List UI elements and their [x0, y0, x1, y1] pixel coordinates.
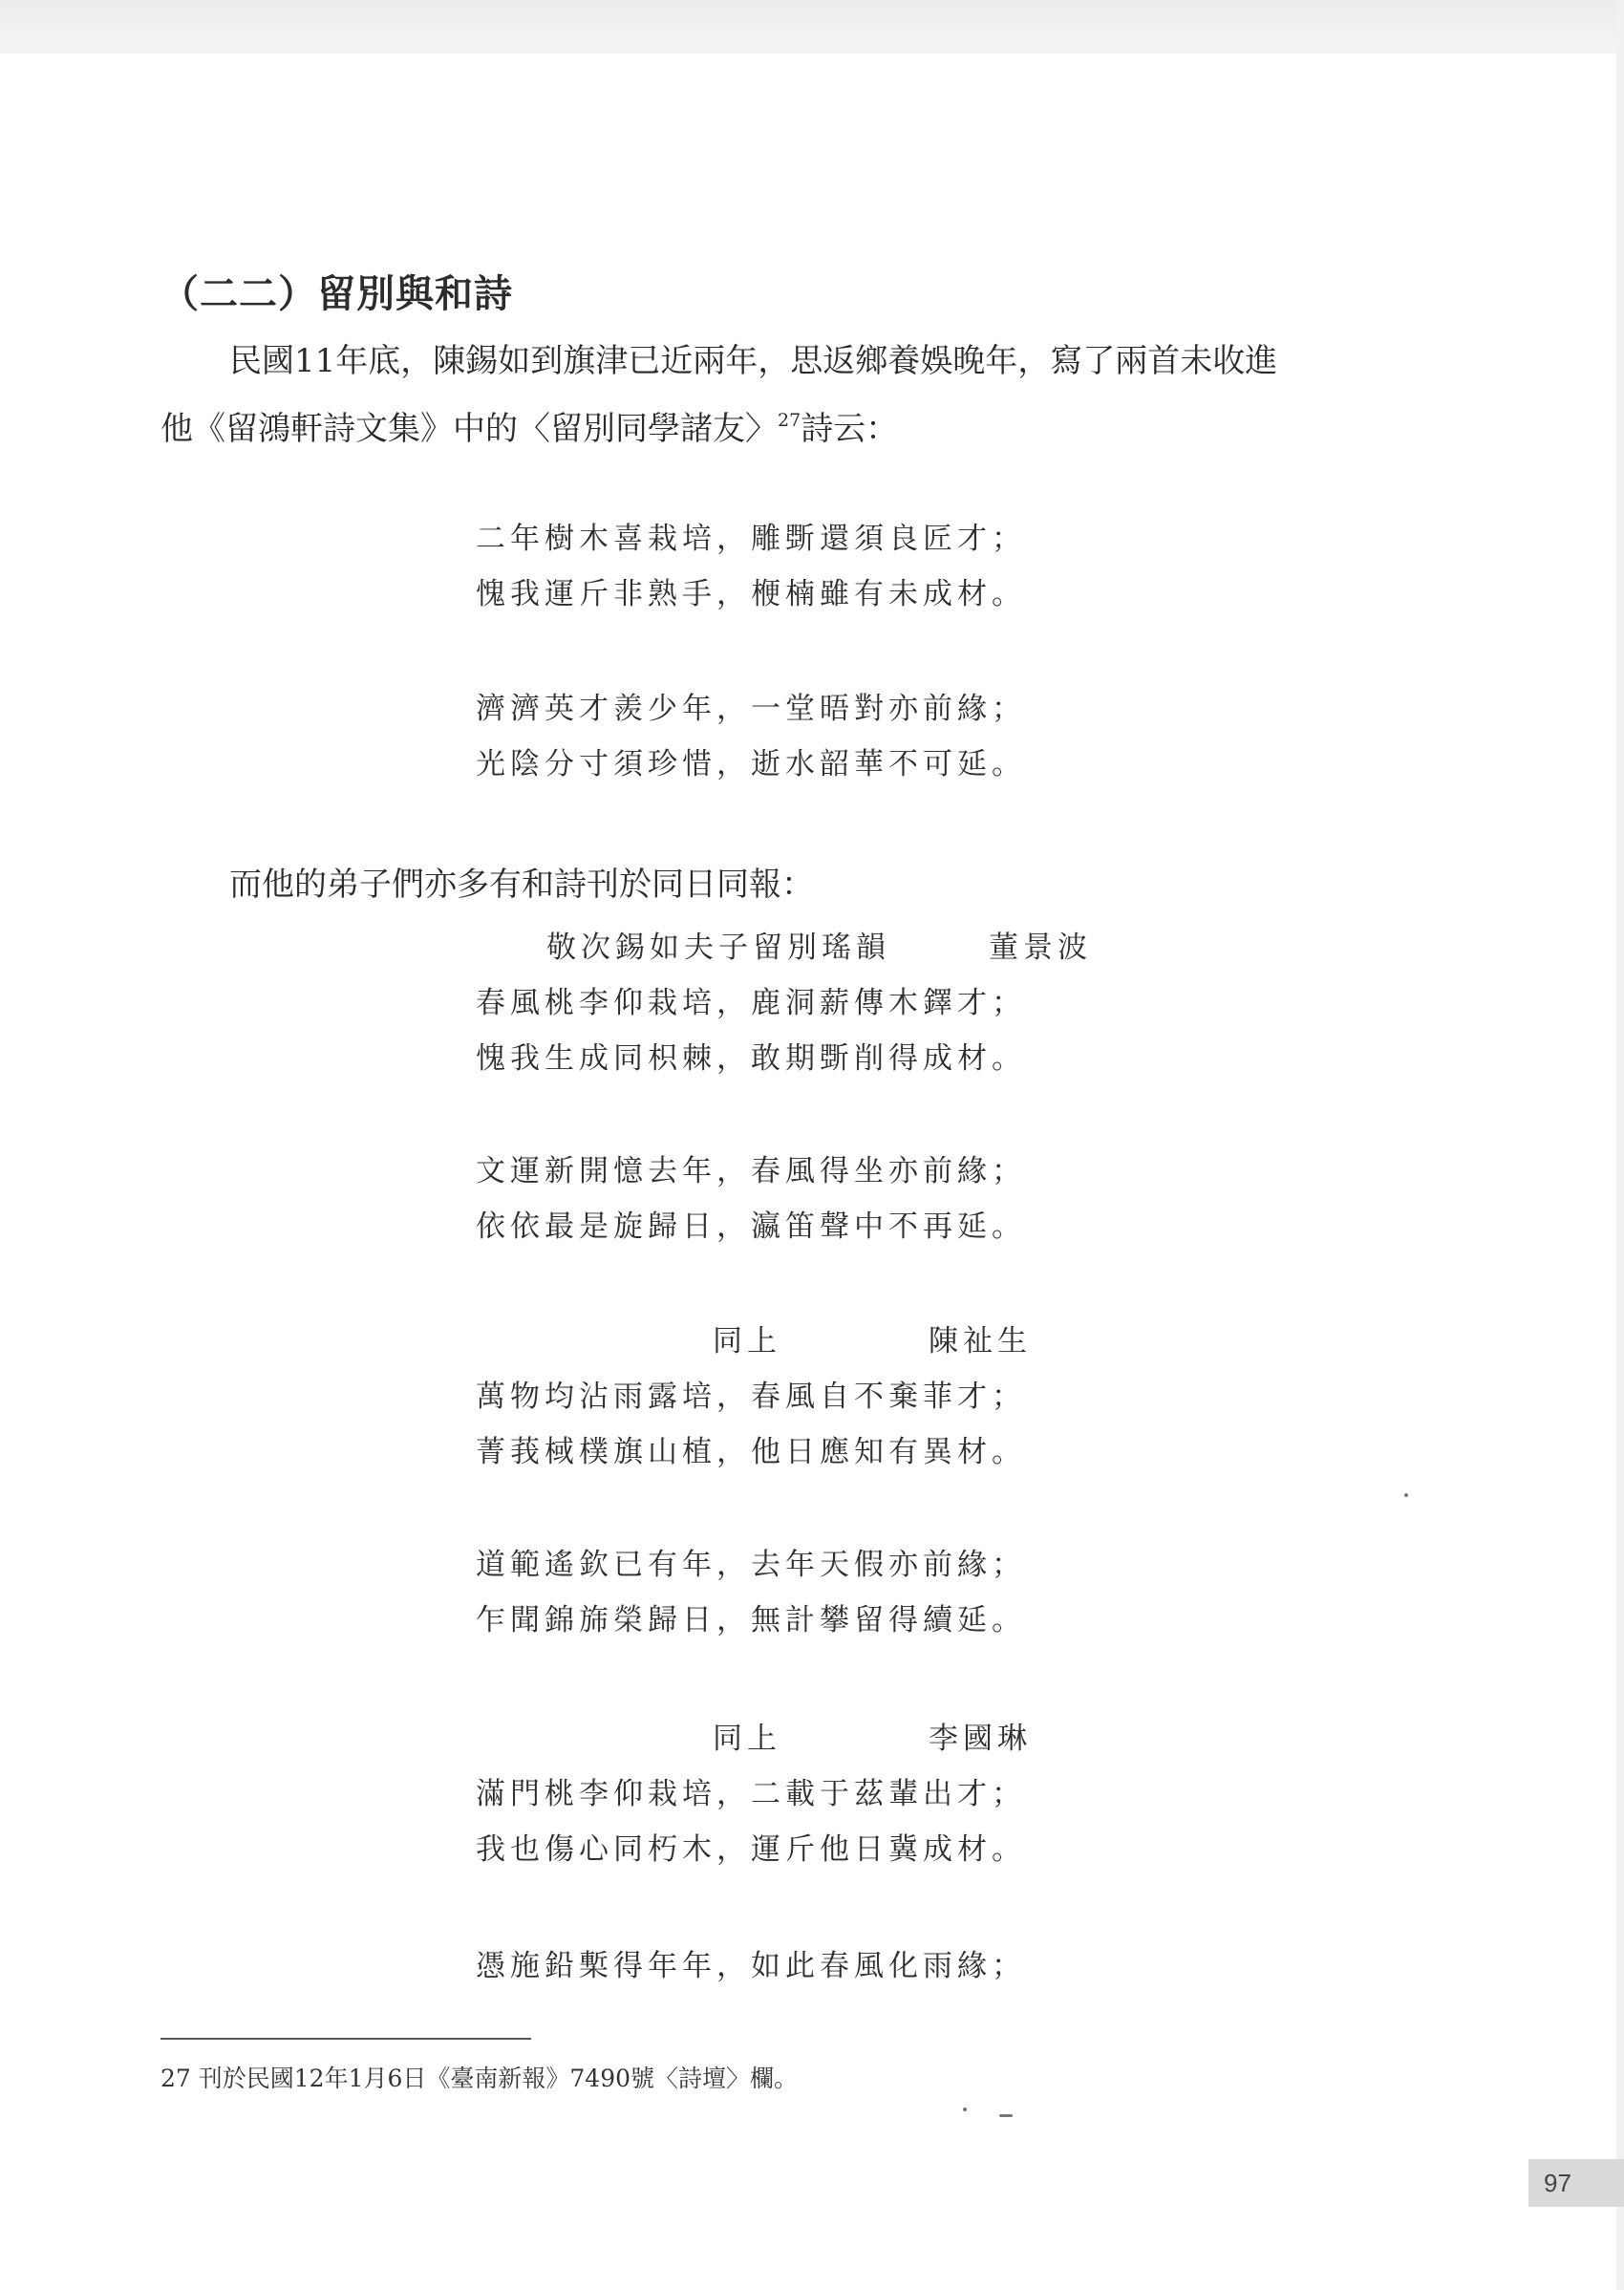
poem3-title: 同上 [713, 1324, 781, 1359]
footnote-divider [160, 2038, 531, 2040]
poem3-line-4: 乍聞錦旆榮歸日，無計攀留得續延。 [476, 1603, 1026, 1637]
intro-line-1: 民國11年底，陳錫如到旗津已近兩年，思返鄉養娛晚年，寫了兩首未收進 [229, 342, 1278, 380]
scan-top-shadow [0, 0, 1624, 54]
intro-line-2-text: 他《留鴻軒詩文集》中的〈留別同學諸友〉 [160, 410, 778, 448]
poem2-line-1: 春風桃李仰栽培，鹿洞薪傳木鐸才； [476, 986, 1026, 1020]
poem4-title: 同上 [713, 1722, 781, 1756]
poem3-author: 陳祉生 [929, 1324, 1032, 1359]
poem2-author: 董景波 [989, 931, 1092, 965]
poem4-line-2: 我也傷心同朽木，運斤他日冀成材。 [476, 1832, 1026, 1867]
poem4-line-1: 滿門桃李仰栽培，二載于茲輩出才； [476, 1777, 1026, 1811]
page-number: 97 [1528, 2159, 1624, 2207]
intro-line-2 [160, 392, 898, 458]
poem3-line-2: 菁莪棫樸旗山植，他日應知有異材。 [476, 1435, 1026, 1469]
poem2-line-3: 文運新開憶去年，春風得坐亦前緣； [476, 1154, 1026, 1188]
poem2-line-4: 依依最是旋歸日，瀛笛聲中不再延。 [476, 1209, 1026, 1244]
footnote: 27 刊於民國12年1月6日《臺南新報》7490號〈詩壇〉欄。 [160, 2065, 799, 2092]
poem2-line-2: 愧我生成同枳棘，敢期斲削得成材。 [476, 1041, 1026, 1076]
footnote-ref[interactable]: 27 [778, 410, 801, 431]
poem4-line-3: 憑施鉛槧得年年，如此春風化雨緣； [476, 1949, 1026, 1983]
intro-line-2-tail: 詩云： [801, 410, 899, 448]
poem1-line-4: 光陰分寸須珍惜，逝水韶華不可延。 [476, 747, 1026, 781]
poem3-line-3: 道範遙欽已有年，去年天假亦前緣； [476, 1548, 1026, 1582]
poem3-line-1: 萬物均沾雨露培，春風自不棄菲才； [476, 1380, 1026, 1414]
poem1-line-2: 愧我運斤非熟手，楩楠雖有未成材。 [476, 577, 1026, 611]
scan-speck [963, 2108, 967, 2111]
poem1-line-3: 濟濟英才羨少年，一堂晤對亦前緣； [476, 692, 1026, 726]
scan-speck [999, 2114, 1013, 2117]
poem4-author: 李國琳 [929, 1722, 1032, 1756]
poem2-title: 敬次錫如夫子留別瑤韻 [546, 931, 890, 965]
section-heading: （二二）留別與和詩 [160, 272, 513, 316]
poem1-line-1: 二年樹木喜栽培，雕斲還須良匠才； [476, 522, 1026, 556]
scan-page-edge [1616, 0, 1624, 2290]
scan-speck [1404, 1493, 1408, 1497]
transition-paragraph: 而他的弟子們亦多有和詩刊於同日同報： [229, 866, 814, 904]
